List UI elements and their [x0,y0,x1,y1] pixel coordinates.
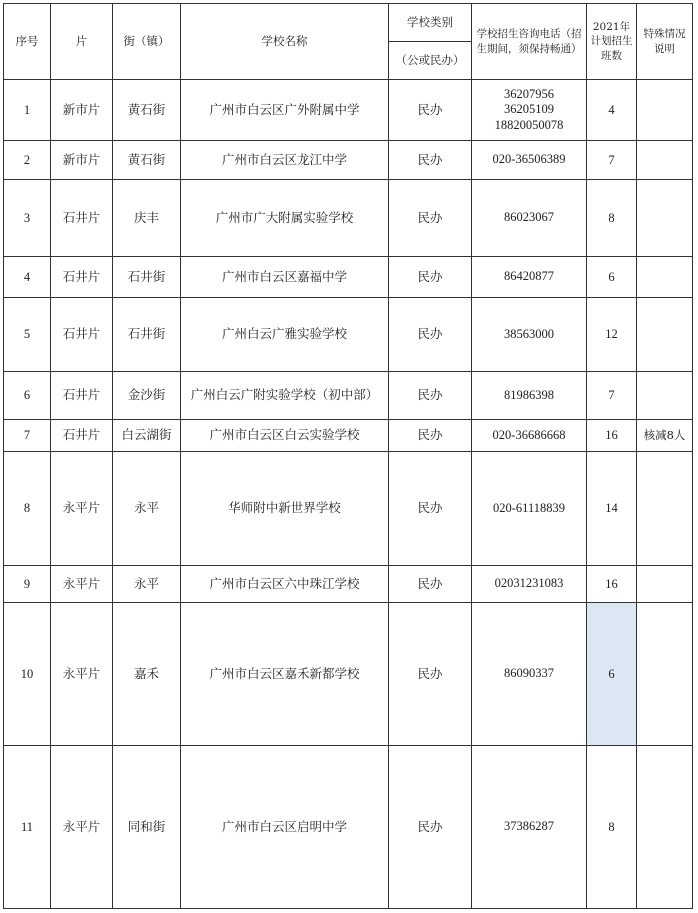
cell-seq: 6 [4,372,51,420]
cell-street: 永平 [113,452,181,566]
phone-number: 18820050078 [494,117,564,132]
cell-street: 石井街 [113,257,181,298]
cell-phone [472,746,587,909]
cell-seq: 3 [4,180,51,257]
cell-street: 黄石街 [113,80,181,141]
cell-phone [472,298,587,372]
cell-classes: 16 [587,566,637,603]
cell-seq: 1 [4,80,51,141]
phone-number: 020-36686668 [492,427,566,442]
cell-school: 广州白云广雅实验学校 [181,298,389,372]
cell-school: 广州市白云区广外附属中学 [181,80,389,141]
phone-number: 020-36506389 [492,152,566,167]
cell-note [637,603,693,746]
cell-type: 民办 [389,603,472,746]
cell-classes: 7 [587,141,637,180]
table-row [4,80,693,141]
table-row [4,452,693,566]
cell-seq: 8 [4,452,51,566]
cell-classes: 6 [587,257,637,298]
phone-number: 36205109 [504,102,554,117]
cell-school: 广州市白云区嘉福中学 [181,257,389,298]
cell-school: 广州市广大附属实验学校 [181,180,389,257]
table-row [4,420,693,452]
cell-district: 石井片 [51,420,113,452]
cell-school: 广州市白云区白云实验学校 [181,420,389,452]
cell-phone [472,566,587,603]
cell-type: 民办 [389,420,472,452]
cell-phone [472,80,587,141]
table-row [4,746,693,909]
cell-classes: 14 [587,452,637,566]
header-seq: 序号 [4,4,51,80]
cell-type: 民办 [389,298,472,372]
table-row [4,141,693,180]
cell-district: 永平片 [51,452,113,566]
cell-school: 华师附中新世界学校 [181,452,389,566]
cell-phone [472,452,587,566]
cell-school: 广州市白云区龙江中学 [181,141,389,180]
cell-note [637,80,693,141]
cell-seq: 4 [4,257,51,298]
table-row [4,257,693,298]
cell-district: 新市片 [51,80,113,141]
phone-number: 38563000 [504,326,554,341]
cell-classes: 8 [587,746,637,909]
school-enrollment-table [3,3,693,909]
cell-classes: 16 [587,420,637,452]
cell-street: 黄石街 [113,141,181,180]
cell-school: 广州市白云区六中珠江学校 [181,566,389,603]
cell-district: 永平片 [51,566,113,603]
cell-district: 石井片 [51,257,113,298]
cell-classes: 4 [587,80,637,141]
cell-district: 新市片 [51,141,113,180]
table-row [4,298,693,372]
phone-number: 81986398 [504,387,554,402]
cell-seq: 10 [4,603,51,746]
phone-number: 86023067 [504,210,554,225]
cell-classes: 7 [587,372,637,420]
cell-type: 民办 [389,80,472,141]
cell-type: 民办 [389,257,472,298]
cell-school: 广州白云广附实验学校（初中部） [181,372,389,420]
header-street: 街（镇） [113,4,181,80]
cell-note [637,566,693,603]
cell-phone [472,372,587,420]
cell-phone [472,420,587,452]
phone-number: 36207956 [504,86,554,101]
cell-note [637,746,693,909]
cell-classes: 8 [587,180,637,257]
cell-note [637,452,693,566]
cell-note [637,298,693,372]
cell-street: 白云湖街 [113,420,181,452]
cell-seq: 2 [4,141,51,180]
cell-street: 同和街 [113,746,181,909]
cell-note [637,372,693,420]
header-school: 学校名称 [181,4,389,80]
cell-note [637,257,693,298]
cell-district: 石井片 [51,372,113,420]
cell-type: 民办 [389,372,472,420]
cell-seq: 9 [4,566,51,603]
cell-type: 民办 [389,746,472,909]
cell-street: 金沙街 [113,372,181,420]
cell-seq: 5 [4,298,51,372]
cell-district: 永平片 [51,746,113,909]
cell-district: 永平片 [51,603,113,746]
table-row [4,180,693,257]
cell-note [637,141,693,180]
phone-number: 86420877 [504,269,554,284]
cell-type: 民办 [389,141,472,180]
cell-phone [472,257,587,298]
cell-street: 石井街 [113,298,181,372]
phone-number: 02031231083 [494,576,564,591]
phone-number: 86090337 [504,666,554,681]
header-type-bottom: （公或民办） [389,42,472,80]
cell-school: 广州市白云区启明中学 [181,746,389,909]
cell-phone [472,603,587,746]
cell-street: 嘉禾 [113,603,181,746]
cell-district: 石井片 [51,298,113,372]
cell-seq: 7 [4,420,51,452]
phone-number: 37386287 [504,819,554,834]
cell-district: 石井片 [51,180,113,257]
cell-phone [472,141,587,180]
header-phone: 学校招生咨询电话（招生期间，须保持畅通） [472,4,587,80]
table-row [4,603,693,746]
cell-type: 民办 [389,452,472,566]
table-row [4,372,693,420]
cell-phone [472,180,587,257]
cell-type: 民办 [389,566,472,603]
cell-school: 广州市白云区嘉禾新都学校 [181,603,389,746]
table-body [4,80,693,909]
header-district: 片 [51,4,113,80]
table-row [4,566,693,603]
header-classes: 2021年计划招生班数 [587,4,637,80]
cell-classes: 6 [587,603,637,746]
phone-number: 020-61118839 [493,500,565,515]
header-type-top: 学校类别 [389,4,472,42]
cell-note [637,180,693,257]
cell-street: 庆丰 [113,180,181,257]
cell-seq: 11 [4,746,51,909]
cell-type: 民办 [389,180,472,257]
cell-classes: 12 [587,298,637,372]
cell-street: 永平 [113,566,181,603]
header-note: 特殊情况说明 [637,4,693,80]
cell-note: 核减8人 [637,420,693,452]
